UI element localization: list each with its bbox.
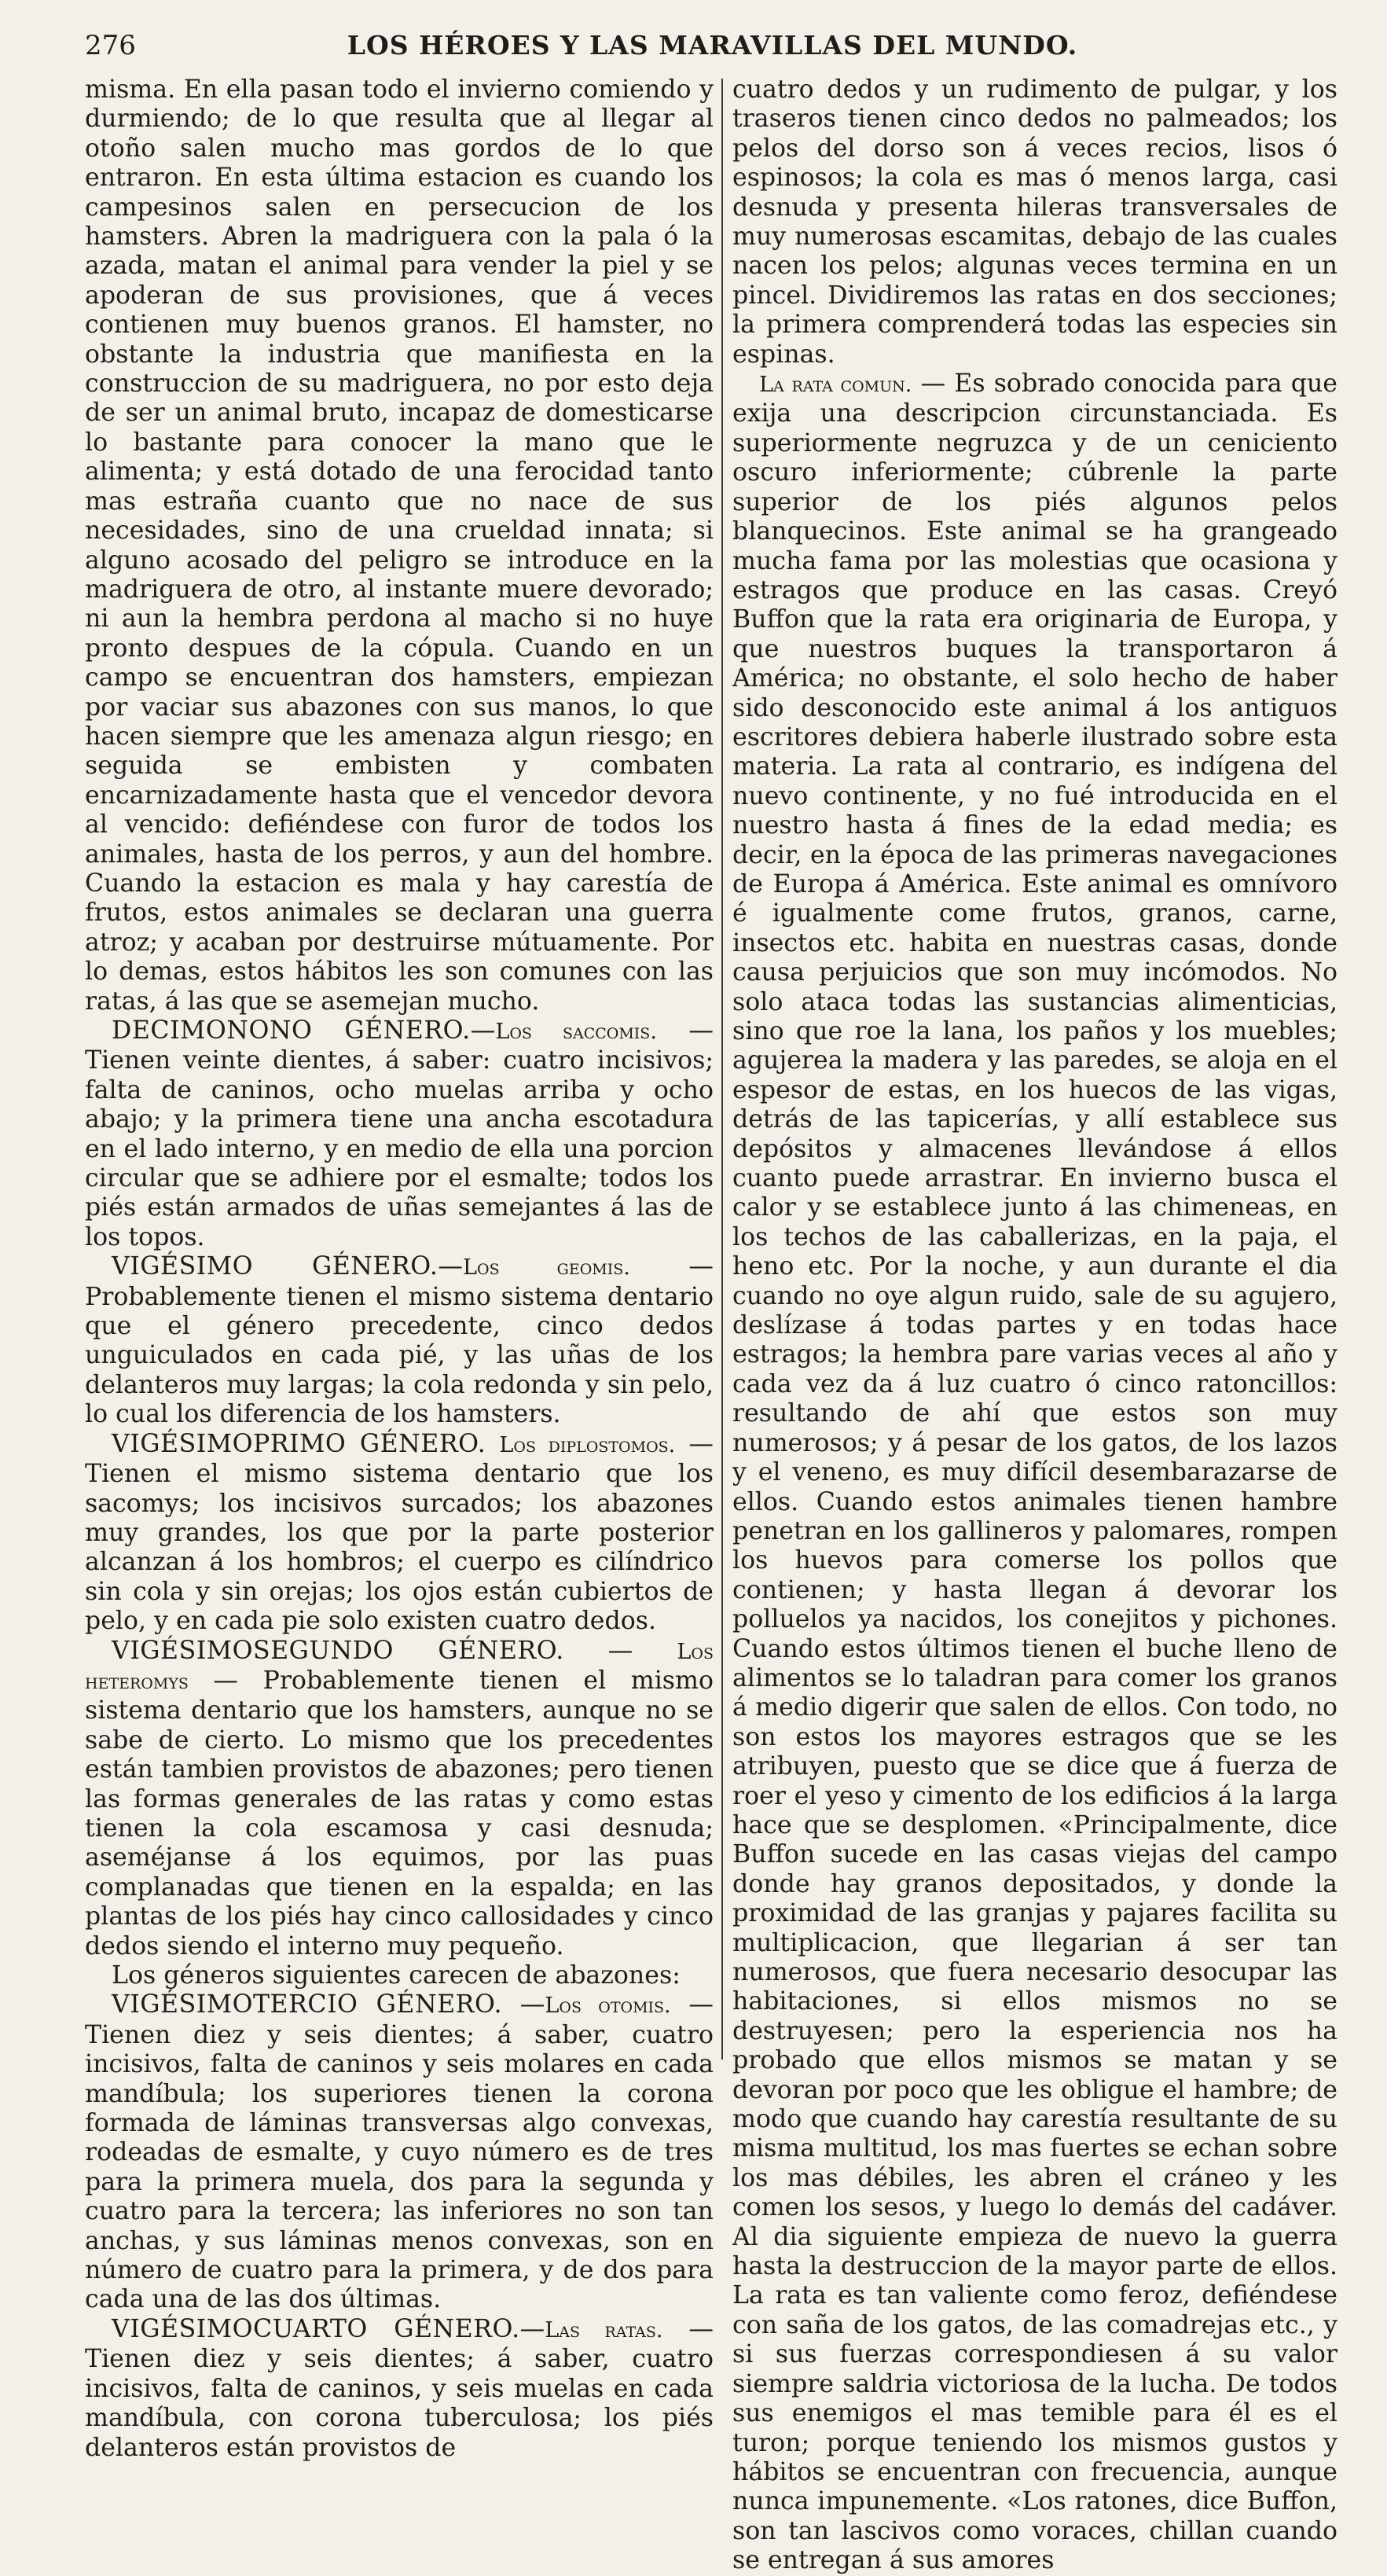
genus-name: Los otomis. — [545, 1994, 671, 2019]
genus-heading: VIGÉSIMO GÉNERO. — [112, 1252, 438, 1281]
right-column — [732, 75, 1337, 2575]
genus-paragraph: VIGÉSIMOCUARTO GÉNERO.—Las ratas. — Tienen diez y seis dientes; á saber, cuatro incisivos, falta de caninos, y seis muelas en cada mandíbula, con corona tuberculosa; los piés delanteros están provistos de — [85, 2314, 714, 2462]
genus-heading: VIGÉSIMOSEGUNDO GÉNERO. — [112, 1636, 564, 1665]
paragraph: Los géneros siguientes carecen de abazones: — [112, 1961, 681, 1990]
genus-heading: VIGÉSIMOTERCIO GÉNERO. — [112, 1990, 503, 2019]
genus-paragraph: DECIMONONO GÉNERO.—Los saccomis. — Tienen veinte dientes, á saber: cuatro incisivos; falta de caninos, ocho muelas arriba y ocho abajo; y la primera tiene una ancha escotadura en el lado interno, y en medio de ella una porcion circular que se adhiere por el esmalte; todos los piés están armados de uñas semejantes á las de los topos. — [85, 1016, 714, 1251]
column-divider — [721, 79, 723, 2060]
species-name: La rata comun. — [759, 373, 912, 398]
page-number: 276 — [85, 30, 136, 61]
running-title: LOS HÉROES Y LAS MARAVILLAS DEL MUNDO. — [347, 30, 1078, 61]
page-header — [85, 30, 1340, 68]
genus-text: — Probablemente tienen el mismo sistema dentario que el género precedente, cinco dedos unguiculados en cada pié, y las uñas de los delanteros muy largas; la cola redonda y sin pelo, lo cual los diferencia de los hamsters. — [85, 1252, 714, 1429]
paragraph: cuatro dedos y un rudimento de pulgar, y los traseros tienen cinco dedos no palmeados; los pelos del dorso son á veces recios, lisos ó espinosos; la cola es mas ó menos larga, casi desnuda y presenta hileras transversales de muy numerosas escamitas, debajo de las cuales nacen los pelos; algunas veces termina en un pincel. Dividiremos las ratas en dos secciones; la primera comprenderá todas las especies sin espinas. — [732, 75, 1337, 369]
genus-name: Los saccomis. — [495, 1020, 657, 1044]
paragraph: misma. En ella pasan todo el invierno comiendo y durmiendo; de lo que resulta que al llegar al otoño salen mucho mas gordos de lo que entraron. En esta última estacion es cuando los campesinos salen en persecucion de los hamsters. Abren la madriguera con la pala ó la azada, matan el animal para vender la piel y se apoderan de sus provisiones, que á veces contienen muy buenos granos. El hamster, no obstante la industria que manifiesta en la construccion de su madriguera, no por esto deja de ser un animal bruto, incapaz de domesticarse lo bastante para conocer la mano que le alimenta; y está dotado de una ferocidad tanto mas estraña cuanto que no nace de sus necesidades, sino de una crueldad innata; si alguno acosado del peligro se introduce en la madriguera de otro, al instante muere devorado; ni aun la hembra perdona al macho si no huye pronto despues de la cópula. Cuando en un campo se encuentran dos hamsters, empiezan por vaciar sus abazones con sus manos, lo que hacen siempre que les amenaza algun riesgo; en seguida se embisten y combaten encarnizadamente hasta que el vencedor devora al vencido: defiéndese con furor de todos los animales, hasta de los perros, y aun del hombre. Cuando la estacion es mala y hay carestía de frutos, estos animales se declaran una guerra atroz; y acaban por destruirse mútuamente. Por lo demas, estos hábitos les son comunes con las ratas, á las que se asemejan mucho. — [85, 75, 714, 1016]
genus-paragraph: VIGÉSIMOSEGUNDO GÉNERO. — Los heteromys — Probablemente tienen el mismo sistema dentario que los hamsters, aunque no se sabe de cierto. Lo mismo que los precedentes están tambien provistos de abazones; pero tienen las formas generales de las ratas y como estas tienen la cola escamosa y casi desnuda; aseméjanse á los equimos, por las puas complanadas que tienen en la espalda; en las plantas de los piés hay cinco callosidades y cinco dedos siendo el interno muy pequeño. — [85, 1636, 714, 1960]
genus-name: Los diplostomos. — [499, 1432, 676, 1457]
left-column — [85, 75, 714, 2462]
genus-text: — Tienen el mismo sistema dentario que los sacomys; los incisivos surcados; los abazones muy grandes, los que por la parte posterior alcanzan á los hombros; el cuerpo es cilíndrico sin cola y sin orejas; los ojos están cubiertos de pelo, y en cada pie solo existen cuatro dedos. — [85, 1429, 714, 1636]
genus-heading: VIGÉSIMOPRIMO GÉNERO. — [112, 1429, 486, 1458]
genus-heading: VIGÉSIMOCUARTO GÉNERO. — [112, 2314, 520, 2343]
genus-name: Los geomis. — [462, 1255, 630, 1281]
genus-text: — Tienen diez y seis dientes; á saber, cuatro incisivos, falta de caninos, y seis muelas en cada mandíbula, con corona tuberculosa; los piés delanteros están provistos de — [85, 2314, 714, 2462]
genus-text: — Tienen veinte dientes, á saber: cuatro incisivos; falta de caninos, ocho muelas arriba y ocho abajo; y la primera tiene una ancha escotadura en el lado interno, y en medio de ella una porcion circular que se adhiere por el esmalte; todos los piés están armados de uñas semejantes á las de los topos. — [85, 1016, 714, 1251]
genus-paragraph: VIGÉSIMO GÉNERO.—Los geomis. — Probablemente tienen el mismo sistema dentario que el género precedente, cinco dedos unguiculados en cada pié, y las uñas de los delanteros muy largas; la cola redonda y sin pelo, lo cual los diferencia de los hamsters. — [85, 1252, 714, 1429]
genus-text: — Tienen diez y seis dientes; á saber, cuatro incisivos, falta de caninos y seis molares en cada mandíbula; los superiores tienen la corona formada de láminas transversas algo convexas, rodeadas de esmalte, y cuyo número es de tres para la primera muela, dos para la segunda y cuatro para la tercera; las inferiores no son tan anchas, y sus láminas menos convexas, son en número de cuatro para la primera, y de dos para cada una de las dos últimas. — [85, 1990, 714, 2314]
genus-paragraph — [85, 1430, 714, 1637]
genus-heading: DECIMONONO GÉNERO. — [112, 1016, 471, 1045]
species-text: — Es sobrado conocida para que exija una descripcion circunstanciada. Es superiormente negruzca y de un ceniciento oscuro inferiormente; cúbrenle la parte superior de los piés algunos pelos blanquecinos. Este animal se ha grangeado mucha fama por las molestias que ocasiona y estragos que produce en las casas. Creyó Buffon que la rata era originaria de Europa, y que nuestros buques la transportaron á América; no obstante, el solo hecho de haber sido desconocido este animal á los antiguos escritores debiera haberle ilustrado sobre esta materia. La rata al contrario, es indígena del nuevo continente, y no fué introducida en el nuestro hasta á fines de la edad media; es decir, en la época de las primeras navegaciones de Europa á América. Este animal es omnívoro é igualmente come frutos, granos, carne, insectos etc. habita en nuestras casas, donde causa perjuicios que son muy incómodos. No solo ataca todas las sustancias alimenticias, sino que roe la lana, los paños y los muebles; agujerea la madera y las paredes, se aloja en el espesor de estas, en los huecos de las vigas, detrás de las tapicerías, y allí establece sus depósitos y almacenes llevándose á ellos cuanto puede arrastrar. En invierno busca el calor y se establece junto á las chimeneas, en los techos de las caballerizas, en la paja, el heno etc. Por la noche, y aun durante el dia cuando no oye algun ruido, sale de su agujero, deslízase á todas partes y en todas hace estragos; la hembra pare varias veces al año y cada vez da á luz cuatro ó cinco ratoncillos: resultando de ahí que estos son muy numerosos; y á pesar de los gatos, de los lazos y el veneno, es muy difícil desembarazarse de ellos. Cuando estos animales tienen hambre penetran en los gallineros y palomares, rompen los huevos para comerse los pollos que contienen; y hasta llegan á devorar los polluelos ya nacidos, los conejitos y pichones. Cuando estos últimos tienen el buche lleno de alimentos se lo taladran para comer los granos á medio digerir que salen de ellos. Con todo, no son estos los mayores estragos que se les atribuyen, puesto que se dice que á fuerza de roer el yeso y cimento de los edificios á la larga hace que se desplomen. «Principalmente, dice Buffon sucede en las casas viejas del campo donde hay granos depositados, y donde la proximidad de las granjas y pajares facilita su multiplicacion, que llegarian á ser tan numerosos, que fuera necesario desocupar las habitaciones, si ellos mismos no se destruyesen; pero la esperiencia nos ha probado que ellos mismos se matan y se devoran por poco que les obligue el hambre; de modo que cuando hay carestía resultante de su misma multitud, los mas fuertes se echan sobre los mas débiles, les abren el cráneo y les comen los sesos, y luego lo demás del cadáver. Al dia siguiente empieza de nuevo la guerra hasta la destruccion de la mayor parte de ellos. La rata es tan valiente como feroz, defiéndese con saña de los gatos, de las comadrejas etc., y si sus fuerzas correspondiesen á su valor siempre saldria victoriosa de la lucha. De todos sus enemigos el mas temible para él es el turon; porque teniendo los mismos gustos y hábitos se encuentran con frecuencia, aunque nunca impunemente. «Los ratones, dice Buffon, son tan lascivos como voraces, chillan cuando se entregan á sus amores — [732, 369, 1337, 2575]
genus-name: Los heteromys — [85, 1639, 714, 1694]
species-paragraph — [732, 369, 1337, 2575]
genus-paragraph: VIGÉSIMOTERCIO GÉNERO. —Los otomis. — Tienen diez y seis dientes; á saber, cuatro incisivos, falta de caninos y seis molares en cada mandíbula; los superiores tienen la corona formada de láminas transversas algo convexas, rodeadas de esmalte, y cuyo número es de tres para la primera muela, dos para la segunda y cuatro para la tercera; las inferiores no son tan anchas, y sus láminas menos convexas, son en número de cuatro para la primera, y de dos para cada una de las dos últimas. — [85, 1990, 714, 2314]
genus-name: Las ratas. — [545, 2317, 663, 2343]
genus-text: — Probablemente tienen el mismo sistema dentario que los hamsters, aunque no se sabe de cierto. Lo mismo que los precedentes están tambien provistos de abazones; pero tienen las formas generales de las ratas y como estas tienen la cola escamosa y casi desnuda; aseméjanse á los equimos, por las puas complanadas que tienen en la espalda; en las plantas de los piés hay cinco callosidades y cinco dedos siendo el interno muy pequeño. — [85, 1666, 714, 1960]
